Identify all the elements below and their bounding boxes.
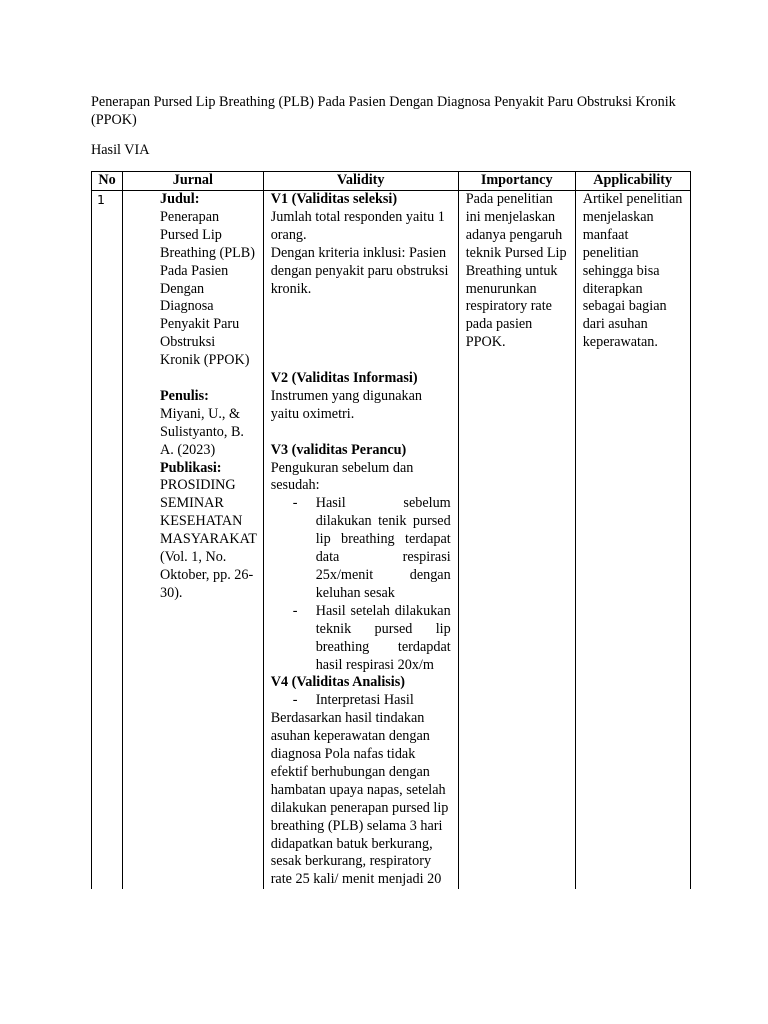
v2-text: Instrumen yang digunakan yaitu oximetri. [270, 387, 422, 422]
table-row [92, 191, 691, 890]
cell-jurnal [123, 191, 264, 890]
publikasi-text: PROSIDING SEMINAR KESEHATAN MASYARAKAT (Vol. 1, No. Oktober, pp. 26-30). [160, 477, 257, 601]
section-subtitle: Hasil VIA [91, 142, 150, 158]
v2-label: V2 (Validitas Informasi) [270, 370, 418, 387]
cell-no: 1 [92, 191, 123, 890]
header-importancy: Importancy [458, 172, 575, 191]
judul-label: Judul: [160, 191, 200, 207]
header-no: No [92, 172, 123, 191]
v4-text: Berdasarkan hasil tindakan asuhan keperawatan dengan diagnosa Pola nafas tidak efektif berhubungan dengan hambatan upaya napas, setelah dilakukan penerapan pursed lip breathing (PLB) selama 3 hari didapatkan batuk berkurang, sesak berkurang, respiratory rate 25 kali/ menit menjadi 20 [270, 710, 449, 888]
v3-label: V3 (validitas Perancu) [270, 441, 407, 458]
v3-text: Pengukuran sebelum dan sesudah: [270, 459, 414, 494]
judul-text: Penerapan Pursed Lip Breathing (PLB) Pada Pasien Dengan Diagnosa Penyakit Paru Obstruksi Kronik (PPOK) [160, 208, 255, 369]
v4-label: V4 (Validitas Analisis) [270, 674, 405, 691]
list-item: - Hasil sebelum dilakukan tenik pursed lip breathing terdapat data respirasi 25x/menit dengan keluhan sesak [271, 495, 451, 602]
v1-label: V1 (Validitas seleksi) [270, 191, 398, 207]
header-validity: Validity [263, 172, 458, 191]
document-title: Penerapan Pursed Lip Breathing (PLB) Pada Pasien Dengan Diagnosa Penyakit Paru Obstruksi Kronik (PPOK) [91, 94, 676, 128]
cell-applicability: Artikel penelitian menjelaskan manfaat penelitian sehingga bisa diterapkan sebagai bagian dari asuhan keperawatan. [575, 191, 690, 890]
cell-importancy: Pada penelitian ini menjelaskan adanya pengaruh teknik Pursed Lip Breathing untuk menurunkan respiratory rate pada pasien PPOK. [458, 191, 575, 890]
publikasi-label: Publikasi: [160, 459, 222, 476]
penulis-text: Miyani, U., & Sulistyanto, B. A. (2023) [160, 405, 244, 458]
v1-text-1: Jumlah total responden yaitu 1 orang. [270, 208, 445, 243]
list-item: - Hasil setelah dilakukan teknik pursed lip breathing terdapdat hasil respirasi 20x/m [271, 603, 451, 675]
penulis-label: Penulis: [160, 387, 209, 404]
header-jurnal: Jurnal [123, 172, 264, 191]
v3-list [271, 495, 451, 674]
table-header-row [92, 172, 691, 191]
cell-validity [263, 191, 458, 890]
header-applicability: Applicability [575, 172, 690, 191]
v4-item: - Interpretasi Hasil [271, 692, 451, 710]
via-table [91, 171, 691, 889]
v1-text-2: Dengan kriteria inklusi: Pasien dengan penyakit paru obstruksi kronik. [270, 244, 449, 297]
